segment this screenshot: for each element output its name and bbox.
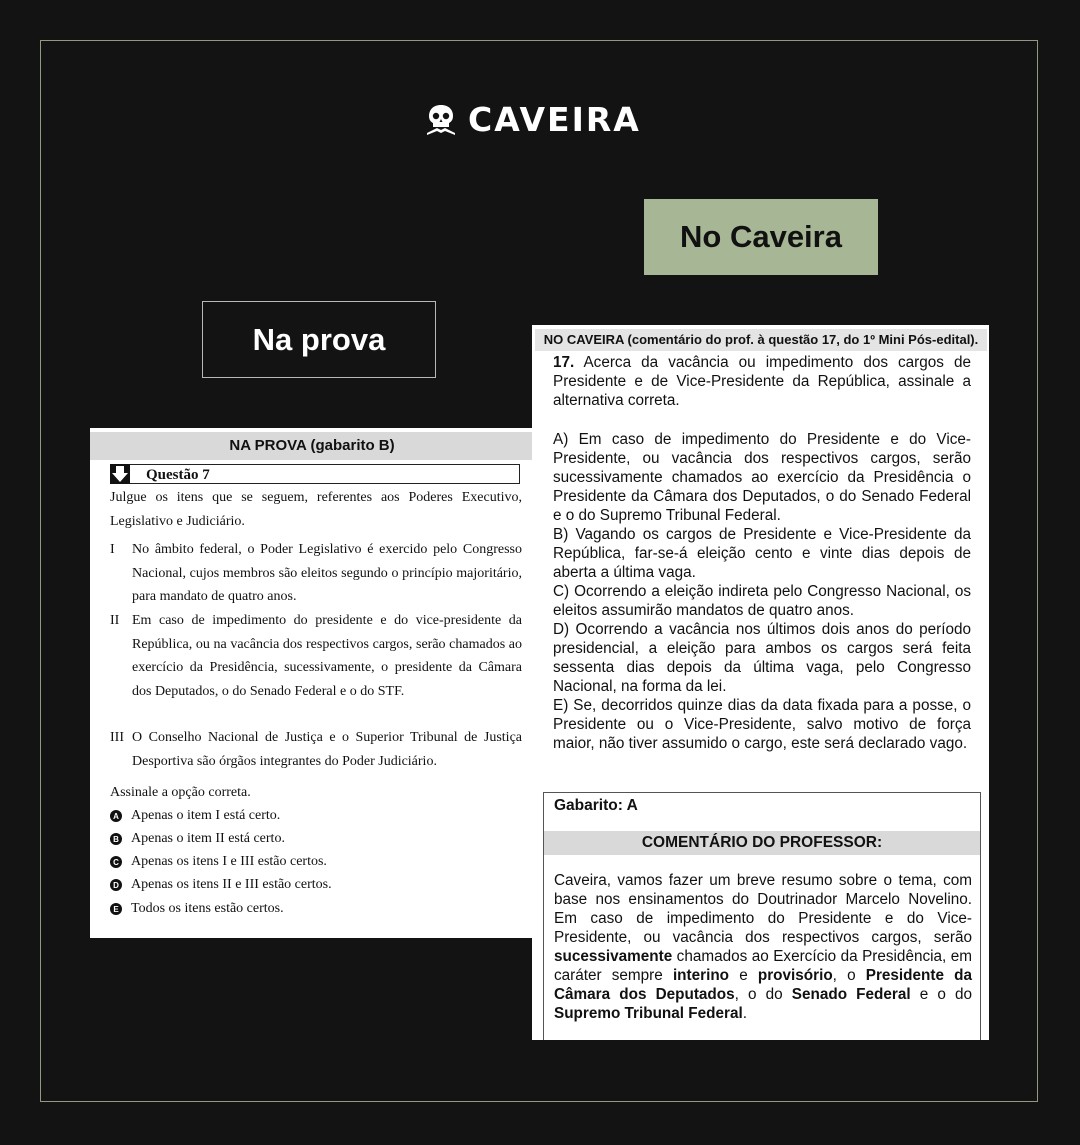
- caveira-alternative: E) Se, decorridos quinze dias da data fixada para a posse, o Presidente ou o Vice-Presidente, salvo motivo de força maior, não tiver assumido o cargo, este será declarado vago.: [553, 697, 971, 752]
- exam-card-header: NA PROVA (gabarito B): [90, 432, 534, 460]
- item-number: II: [110, 613, 120, 628]
- caveira-alternative: A) Em caso de impedimento do Presidente e do Vice-Presidente, ou vacância dos respectivos cargos, serão sucessivamente chamados ao exercício da Presidência o Presidente da Câmara dos Deputados, o do Senado Federal e o do Supremo Tribunal Federal.: [553, 431, 971, 524]
- caveira-question-card: [532, 325, 989, 1040]
- question-item: [110, 726, 522, 773]
- item-number: III: [110, 730, 124, 745]
- caveira-alternative: C) Ocorrendo a eleição indireta pelo Congresso Nacional, os eleitos assumirão mandatos de quatro anos.: [553, 583, 971, 619]
- skull-icon: [424, 103, 458, 137]
- question-intro: Julgue os itens que se seguem, referentes aos Poderes Executivo, Legislativo e Judiciário.: [110, 490, 522, 529]
- answer-key: Gabarito: A: [554, 797, 638, 814]
- answer-option: [110, 831, 285, 847]
- option-letter-badge: C: [110, 856, 122, 868]
- option-text: Apenas os itens II e III estão certos.: [131, 877, 332, 892]
- brand-name: CAVEIRA: [468, 100, 641, 139]
- comment-header: COMENTÁRIO DO PROFESSOR:: [544, 831, 980, 855]
- item-text: O Conselho Nacional de Justiça e o Superior Tribunal de Justiça Desportiva são órgãos integrantes do Poder Judiciário.: [132, 730, 522, 769]
- professor-comment: Caveira, vamos fazer um breve resumo sobre o tema, com base nos ensinamentos do Doutrinador Marcelo Novelino. Em caso de impedimento do Presidente e do Vice-Presidente, ou vacância dos respectivos cargos, serão sucessivamente chamados ao Exercício da Presidência, em caráter sempre interino e provisório, o Presidente da Câmara dos Deputados, o do Senado Federal e o do Supremo Tribunal Federal.: [554, 872, 973, 1022]
- brand-logo: [424, 102, 641, 138]
- caveira-card-header: NO CAVEIRA (comentário do prof. à questão 17, do 1º Mini Pós-edital).: [535, 329, 987, 351]
- option-text: Apenas o item I está certo.: [131, 808, 281, 823]
- question-text: Acerca da vacância ou impedimento dos cargos de Presidente e de Vice-Presidente da República, assinale a alternativa correta.: [553, 354, 972, 409]
- answer-box: [543, 792, 981, 1040]
- option-letter-badge: E: [110, 903, 122, 915]
- no-caveira-label: No Caveira: [644, 199, 878, 275]
- item-text: No âmbito federal, o Poder Legislativo é exercido pelo Congresso Nacional, cujos membros são eleitos segundo o princípio majoritário, para mandato de quatro anos.: [132, 542, 522, 604]
- question-item: [110, 538, 522, 609]
- option-text: Apenas o item II está certo.: [131, 831, 285, 846]
- na-prova-label: Na prova: [202, 301, 436, 378]
- option-letter-badge: B: [110, 833, 122, 845]
- question-item: [110, 609, 522, 703]
- question-instruction: Assinale a opção correta.: [110, 785, 251, 800]
- question-number: 17.: [553, 354, 575, 371]
- question-title: Questão 7: [146, 467, 210, 483]
- answer-option: [110, 808, 280, 824]
- answer-option: [110, 901, 284, 917]
- caveira-alternative: B) Vagando os cargos de Presidente e Vice-Presidente da República, far-se-á eleição cento e vinte dias depois de aberta a última vaga.: [553, 526, 971, 581]
- caveira-question-statement: [553, 353, 971, 410]
- answer-option: [110, 854, 327, 870]
- option-text: Todos os itens estão certos.: [131, 901, 284, 916]
- exam-question-card: [90, 428, 534, 938]
- option-letter-badge: D: [110, 879, 122, 891]
- option-text: Apenas os itens I e III estão certos.: [131, 854, 327, 869]
- item-number: I: [110, 542, 115, 557]
- arrow-down-icon: [110, 464, 130, 484]
- answer-option: [110, 877, 332, 893]
- caveira-alternative: D) Ocorrendo a vacância nos últimos dois anos do período presidencial, a eleição para ambos os cargos será feita sessenta dias depois da última vaga, pelo Congresso Nacional, na forma da lei.: [553, 621, 971, 695]
- item-text: Em caso de impedimento do presidente e do vice-presidente da República, ou na vacância dos respectivos cargos, serão chamados ao exercício da Presidência, sucessivamente, o presidente da Câmara dos Deputados, o do Senado Federal e o do STF.: [132, 613, 522, 699]
- option-letter-badge: A: [110, 810, 122, 822]
